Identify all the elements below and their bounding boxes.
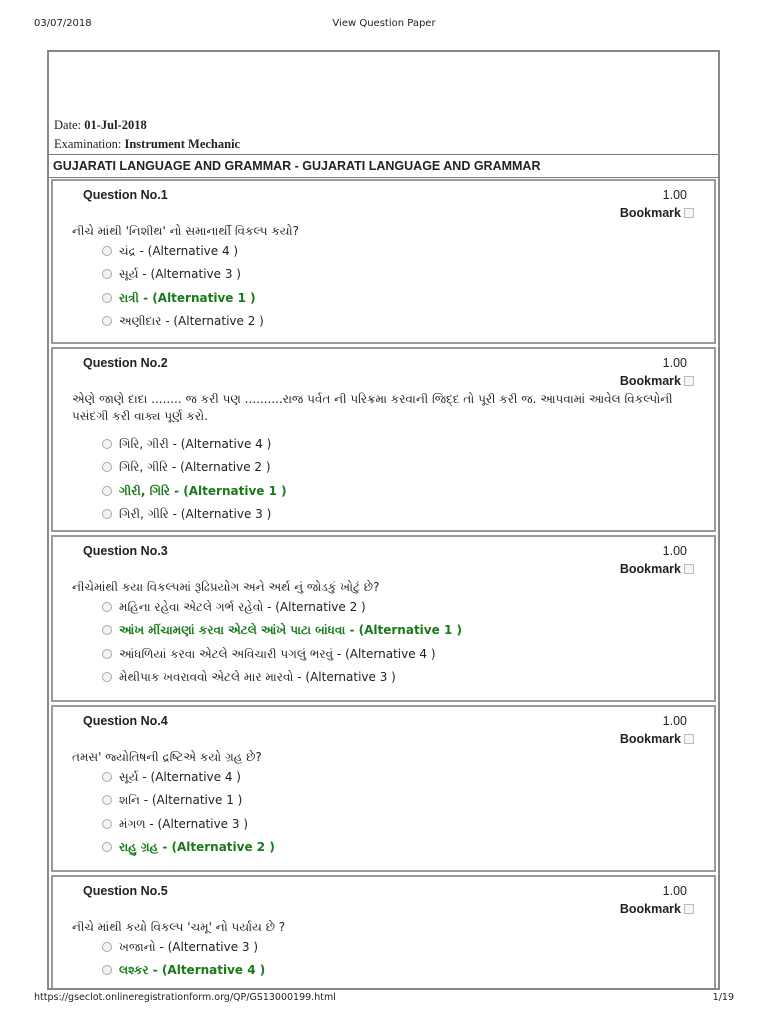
print-header	[34, 18, 734, 32]
print-date: 03/07/2018	[34, 18, 92, 29]
option-correct[interactable]	[102, 836, 275, 859]
radio-icon[interactable]	[102, 509, 112, 519]
question-text: નીચે માંથી કયો વિકલ્પ 'ચમૂ' નો પર્યાય છે ?	[72, 920, 286, 934]
question-marks: 1.00	[662, 356, 687, 370]
option-correct[interactable]	[102, 480, 287, 503]
options-list	[102, 240, 264, 333]
option-label: સૂર્ય - (Alternative 3 )	[119, 267, 241, 282]
bookmark-label: Bookmark	[619, 902, 681, 916]
date-label: Date:	[54, 118, 82, 132]
option-label: ખજાનો - (Alternative 3 )	[119, 940, 259, 954]
bookmark-toggle[interactable]	[620, 902, 681, 916]
option-label: રાહુ ગ્રહ - (Alternative 2 )	[119, 839, 275, 854]
question-block	[51, 705, 716, 872]
question-marks: 1.00	[662, 188, 687, 202]
radio-icon[interactable]	[102, 486, 112, 496]
option-label: ગીરી, ગિરિ - (Alternative 1 )	[119, 483, 287, 498]
bookmark-toggle[interactable]	[620, 374, 681, 388]
question-block	[51, 347, 716, 532]
option-label: ગિરિ, ગીરી - (Alternative 4 )	[119, 437, 272, 451]
option[interactable]	[102, 596, 462, 619]
question-number: Question No.3	[83, 544, 168, 558]
radio-icon[interactable]	[102, 942, 112, 952]
option-label: લશ્કર - (Alternative 4 )	[119, 963, 266, 978]
page-number: 1/19	[712, 992, 734, 1003]
radio-icon[interactable]	[102, 462, 112, 472]
question-block	[51, 875, 716, 990]
bookmark-label: Bookmark	[619, 374, 681, 388]
radio-icon[interactable]	[102, 439, 112, 449]
examination-value: Instrument Mechanic	[124, 137, 241, 151]
bookmark-checkbox[interactable]	[684, 208, 694, 218]
radio-icon[interactable]	[102, 269, 112, 279]
option-label: આંધળિયાં કરવા એટલે અવિચારી પગલું ભરવું - (Alternative 4 )	[119, 646, 436, 661]
option-label: ગિરી, ગીરિ - (Alternative 3 )	[119, 506, 272, 521]
bookmark-label: Bookmark	[619, 562, 681, 576]
radio-icon[interactable]	[102, 649, 112, 659]
option-label: મેથીપાક ખવરાવવો એટલે માર મારવો - (Alternative 3 )	[119, 669, 396, 684]
section-title: GUJARATI LANGUAGE AND GRAMMAR - GUJARATI LANGUAGE AND GRAMMAR	[49, 154, 718, 178]
question-number: Question No.5	[83, 884, 168, 898]
radio-icon[interactable]	[102, 246, 112, 256]
option-label: રાત્રી - (Alternative 1 )	[119, 290, 256, 305]
bookmark-toggle[interactable]	[620, 562, 681, 576]
option-label: ગિરિ, ગીરિ - (Alternative 2 )	[119, 460, 271, 475]
option-label: ચંદ્ર - (Alternative 4 )	[119, 244, 239, 258]
bookmark-toggle[interactable]	[620, 206, 681, 220]
question-marks: 1.00	[662, 544, 687, 558]
examination-label: Examination:	[54, 137, 122, 151]
options-list	[102, 596, 462, 689]
bookmark-checkbox[interactable]	[684, 904, 694, 914]
radio-icon[interactable]	[102, 795, 112, 805]
option[interactable]	[102, 503, 287, 526]
option[interactable]	[102, 456, 287, 479]
option[interactable]	[102, 813, 275, 836]
question-block	[51, 179, 716, 344]
option[interactable]	[102, 263, 264, 286]
option-label: મહિના રહેવા એટલે ગર્ભ રહેવો - (Alternative 2 )	[119, 600, 366, 614]
bookmark-checkbox[interactable]	[684, 734, 694, 744]
exam-date-row	[54, 116, 240, 135]
bookmark-checkbox[interactable]	[684, 376, 694, 386]
question-text: એણે જાણે દાદા ........ જ કરી પણ ..........રાજ પર્વત ની પરિક્રમા કરવાની જિદ્દ તો પૂરી કરી જ. આપવામાં આવેલ વિકલ્પોની પસંદગી કરી વાક્ય પૂર્ણ કરો.	[72, 392, 673, 423]
option[interactable]	[102, 936, 265, 959]
question-paper-frame	[47, 50, 720, 990]
examination-row	[54, 135, 240, 154]
radio-icon[interactable]	[102, 316, 112, 326]
exam-meta	[54, 116, 240, 154]
radio-icon[interactable]	[102, 819, 112, 829]
bookmark-toggle[interactable]	[620, 732, 681, 746]
option-correct[interactable]	[102, 959, 265, 982]
date-value: 01-Jul-2018	[84, 118, 147, 132]
option[interactable]	[102, 240, 264, 263]
question-number: Question No.1	[83, 188, 168, 202]
radio-icon[interactable]	[102, 625, 112, 635]
option-label: શનિ - (Alternative 1 )	[119, 793, 243, 808]
options-list	[102, 433, 287, 526]
option-label: આંખ મીંચામણાં કરવા એટલે આંખે પાટા બાંધવા - (Alternative 1 )	[119, 623, 462, 638]
print-title: View Question Paper	[332, 18, 436, 29]
option-label: સૂર્ય - (Alternative 4 )	[119, 770, 241, 784]
option-correct[interactable]	[102, 287, 264, 310]
option[interactable]	[102, 433, 287, 456]
radio-icon[interactable]	[102, 293, 112, 303]
options-list	[102, 766, 275, 859]
option-label: અણીદાર - (Alternative 2 )	[119, 313, 264, 328]
option[interactable]	[102, 643, 462, 666]
bookmark-checkbox[interactable]	[684, 564, 694, 574]
question-text: નીચેમાંથી કયા વિકલ્પમાં રૂઢિપ્રયોગ અને અર્થ નું જોડકું ખોટું છે?	[72, 580, 380, 594]
radio-icon[interactable]	[102, 965, 112, 975]
question-marks: 1.00	[662, 884, 687, 898]
option[interactable]	[102, 666, 462, 689]
radio-icon[interactable]	[102, 772, 112, 782]
question-number: Question No.2	[83, 356, 168, 370]
question-number: Question No.4	[83, 714, 168, 728]
question-marks: 1.00	[662, 714, 687, 728]
radio-icon[interactable]	[102, 672, 112, 682]
page-url: https://gseclot.onlineregistrationform.org/QP/GS13000199.html	[34, 992, 336, 1003]
option-label: મંગળ - (Alternative 3 )	[119, 816, 249, 831]
option[interactable]	[102, 766, 275, 789]
option[interactable]	[102, 310, 264, 333]
question-text: નીચે માંથી 'નિશીથ' નો સમાનાર્થી વિકલ્પ કયો?	[72, 224, 299, 238]
option[interactable]	[102, 789, 275, 812]
bookmark-label: Bookmark	[619, 732, 681, 746]
question-text: તમસ' જ્યોતિષની દ્રષ્ટિએ કયો ગ્રહ છે?	[72, 750, 262, 764]
option-correct[interactable]	[102, 619, 462, 642]
radio-icon[interactable]	[102, 602, 112, 612]
question-block	[51, 535, 716, 702]
bookmark-label: Bookmark	[619, 206, 681, 220]
radio-icon[interactable]	[102, 842, 112, 852]
options-list	[102, 936, 265, 983]
